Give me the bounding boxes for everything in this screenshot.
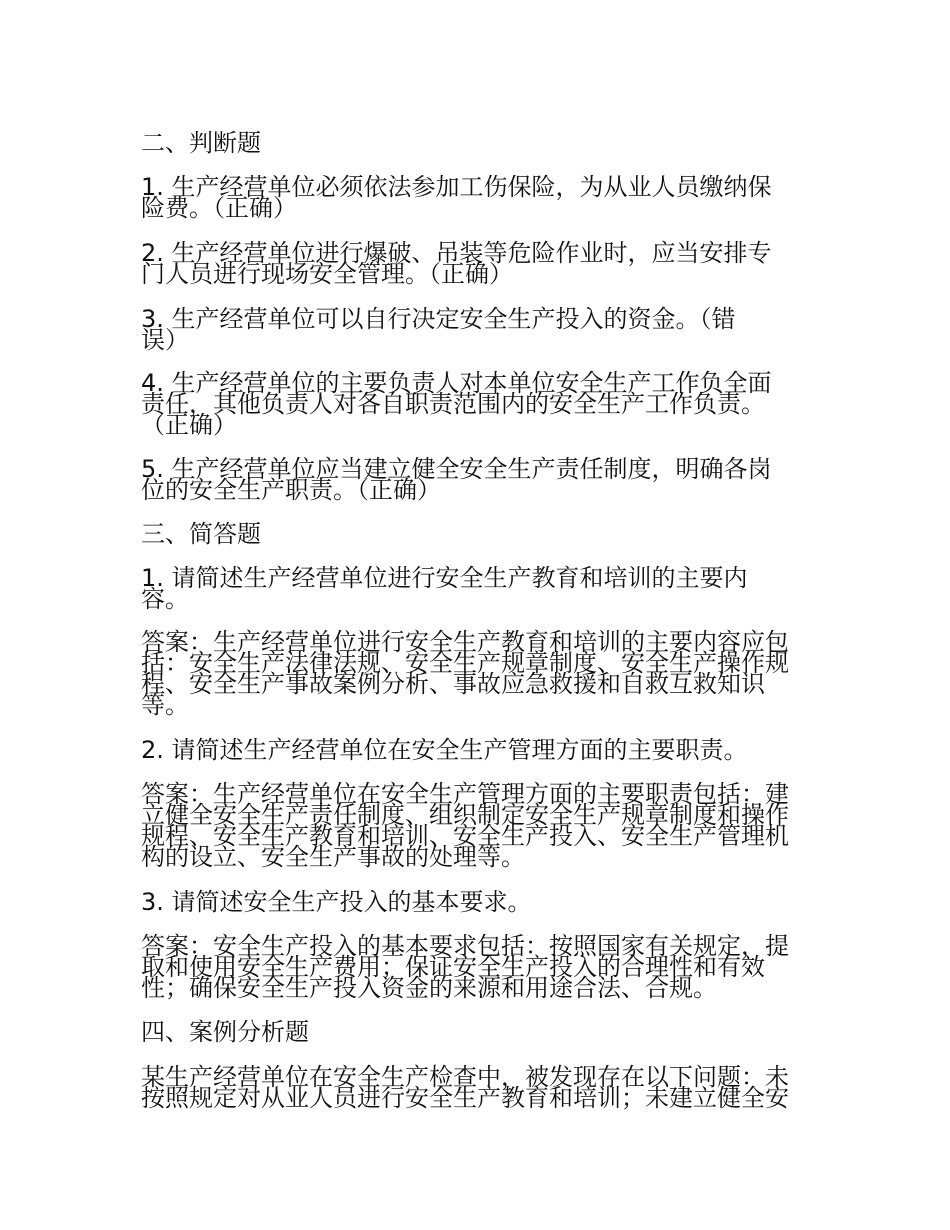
section-heading-case-analysis: 四、案例分析题 bbox=[141, 1018, 309, 1046]
judgment-item-4: 4. 生产经营单位的主要负责人对本单位安全生产工作负全面 责任，其他负责人对各自职责范围内的安全生产工作负责。 （正确） bbox=[141, 369, 772, 439]
short-answer-answer-2: 答案：生产经营单位在安全生产管理方面的主要职责包括：建 立健全安全生产责任制度、组织制定安全生产规章制度和操作 规程、安全生产教育和培训、安全生产投入、安全生产管理机 构的设立、安全生产事故的处理等。 bbox=[141, 780, 789, 871]
short-answer-question-3: 3. 请简述安全生产投入的基本要求。 bbox=[141, 888, 532, 916]
short-answer-question-2: 2. 请简述生产经营单位在安全生产管理方面的主要职责。 bbox=[141, 736, 748, 764]
judgment-item-1: 1. 生产经营单位必须依法参加工伤保险，为从业人员缴纳保 险费。（正确） bbox=[141, 173, 772, 222]
short-answer-answer-3: 答案：安全生产投入的基本要求包括：按照国家有关规定，提 取和使用安全生产费用；保证安全生产投入的合理性和有效 性；确保安全生产投入资金的来源和用途合法、合规。 bbox=[141, 932, 789, 1002]
case-analysis-text: 某生产经营单位在安全生产检查中，被发现存在以下问题：未 按照规定对从业人员进行安全生产教育和培训；未建立健全安 bbox=[141, 1063, 789, 1112]
judgment-item-2: 2. 生产经营单位进行爆破、吊装等危险作业时，应当安排专 门人员进行现场安全管理。（正确） bbox=[141, 239, 772, 288]
short-answer-question-1: 1. 请简述生产经营单位进行安全生产教育和培训的主要内 容。 bbox=[141, 564, 748, 613]
short-answer-answer-1: 答案：生产经营单位进行安全生产教育和培训的主要内容应包 括：安全生产法律法规、安全生产规章制度、安全生产操作规 程、安全生产事故案例分析、事故应急救援和自救互救知识 等。 bbox=[141, 628, 789, 719]
judgment-item-5: 5. 生产经营单位应当建立健全安全生产责任制度，明确各岗 位的安全生产职责。（正确） bbox=[141, 455, 772, 504]
section-heading-short-answer: 三、简答题 bbox=[141, 520, 261, 548]
section-heading-judgment: 二、判断题 bbox=[141, 129, 261, 157]
judgment-item-3: 3. 生产经营单位可以自行决定安全生产投入的资金。（错 误） bbox=[141, 305, 736, 354]
